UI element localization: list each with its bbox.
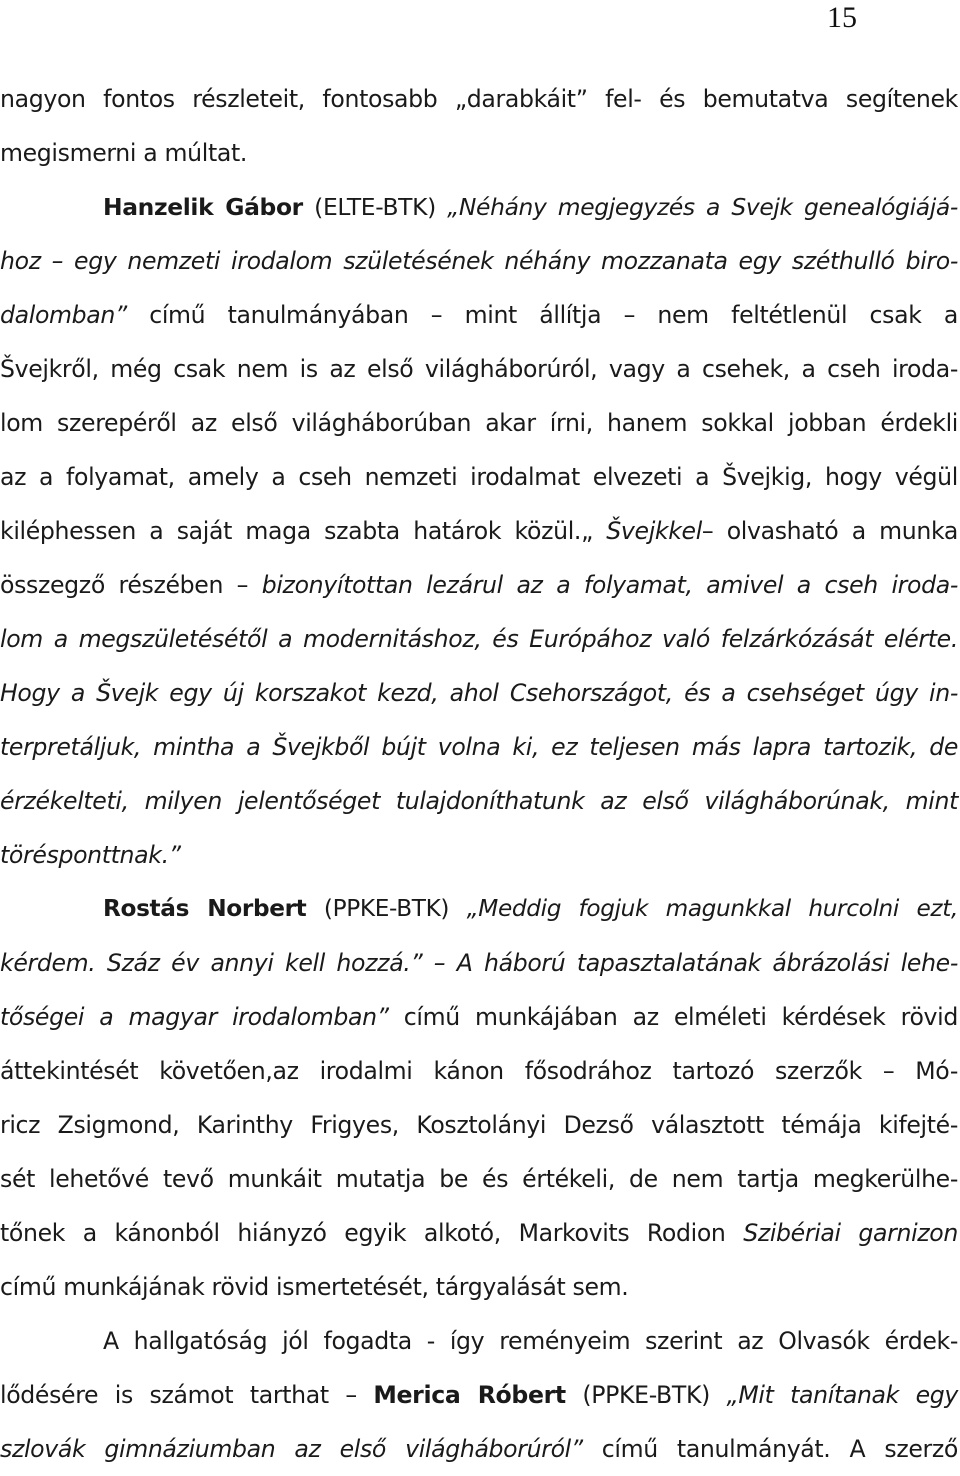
text-line: szlovák gimnáziumban az első világháborúról” című tanulmányát. A szerző bbox=[0, 1435, 958, 1463]
text-line: Švejkről, még csak nem is az első világháborúról, vagy a csehek, a cseh iroda- bbox=[0, 355, 958, 383]
text-line: Hogy a Švejk egy új korszakot kezd, ahol Csehországot, és a csehséget úgy in- bbox=[0, 679, 958, 707]
author-name: Hanzelik Gábor bbox=[103, 193, 303, 221]
page-number: 15 bbox=[827, 1, 857, 34]
text-line: megismerni a múltat. bbox=[0, 139, 248, 167]
text-line: tőségei a magyar irodalomban” című munkájában az elméleti kérdések rövid bbox=[0, 1003, 958, 1031]
text-line: című munkájának rövid ismertetését, tárgyalását sem. bbox=[0, 1273, 629, 1301]
text-line: Hanzelik Gábor (ELTE-BTK) „Néhány megjegyzés a Svejk genealógiájá- bbox=[103, 193, 958, 221]
text-line: ricz Zsigmond, Karinthy Frigyes, Kosztolányi Dezső választott témája kifejté- bbox=[0, 1111, 958, 1139]
text-line: sét lehetővé tevő munkáit mutatja be és értékeli, de nem tartja megkerülhe- bbox=[0, 1165, 958, 1193]
text-line: dalomban” című tanulmányában – mint állítja – nem feltétlenül csak a bbox=[0, 301, 958, 329]
text-line: terpretáljuk, mintha a Švejkből bújt volna ki, ez teljesen más lapra tartozik, de bbox=[0, 733, 958, 761]
text-line: nagyon fontos részleteit, fontosabb „darabkáit” fel- és bemutatva segítenek bbox=[0, 85, 958, 113]
author-name: Merica Róbert bbox=[373, 1381, 566, 1409]
text-line: áttekintését követően,az irodalmi kánon fősodrához tartozó szerzők – Mó- bbox=[0, 1057, 958, 1085]
text-line: lődésére is számot tarthat – Merica Róbert (PPKE-BTK) „Mit tanítanak egy bbox=[0, 1381, 958, 1409]
text-line: érzékelteti, milyen jelentőséget tulajdoníthatunk az első világháborúnak, mint bbox=[0, 787, 958, 815]
text-line: kiléphessen a saját maga szabta határok közül.„ Švejkkel– olvasható a munka bbox=[0, 517, 958, 545]
author-name: Rostás Norbert bbox=[103, 895, 307, 922]
text-line: Rostás Norbert (PPKE-BTK) „Meddig fogjuk magunkkal hurcolni ezt, bbox=[103, 895, 958, 922]
page-body bbox=[0, 72, 958, 1476]
text-line: törésponttnak.” bbox=[0, 841, 181, 869]
text-line: az a folyamat, amely a cseh nemzeti irodalmat elvezeti a Švejkig, hogy végül bbox=[0, 463, 958, 491]
text-line: lom szerepéről az első világháborúban akar írni, hanem sokkal jobban érdekli bbox=[0, 409, 958, 437]
text-line: lom a megszületésétől a modernitáshoz, és Európához való felzárkózását elérte. bbox=[0, 625, 958, 653]
text-line: hoz – egy nemzeti irodalom születésének néhány mozzanata egy széthulló biro- bbox=[0, 247, 958, 275]
text-line: összegző részében – bizonyítottan lezárul az a folyamat, amivel a cseh iroda- bbox=[0, 571, 958, 599]
text-line: tőnek a kánonból hiányzó egyik alkotó, Markovits Rodion Szibériai garnizon bbox=[0, 1219, 958, 1247]
text-line: A hallgatóság jól fogadta - így reményeim szerint az Olvasók érdek- bbox=[103, 1327, 958, 1355]
text-line: kérdem. Száz év annyi kell hozzá.” – A háború tapasztalatának ábrázolási lehe- bbox=[0, 949, 958, 977]
